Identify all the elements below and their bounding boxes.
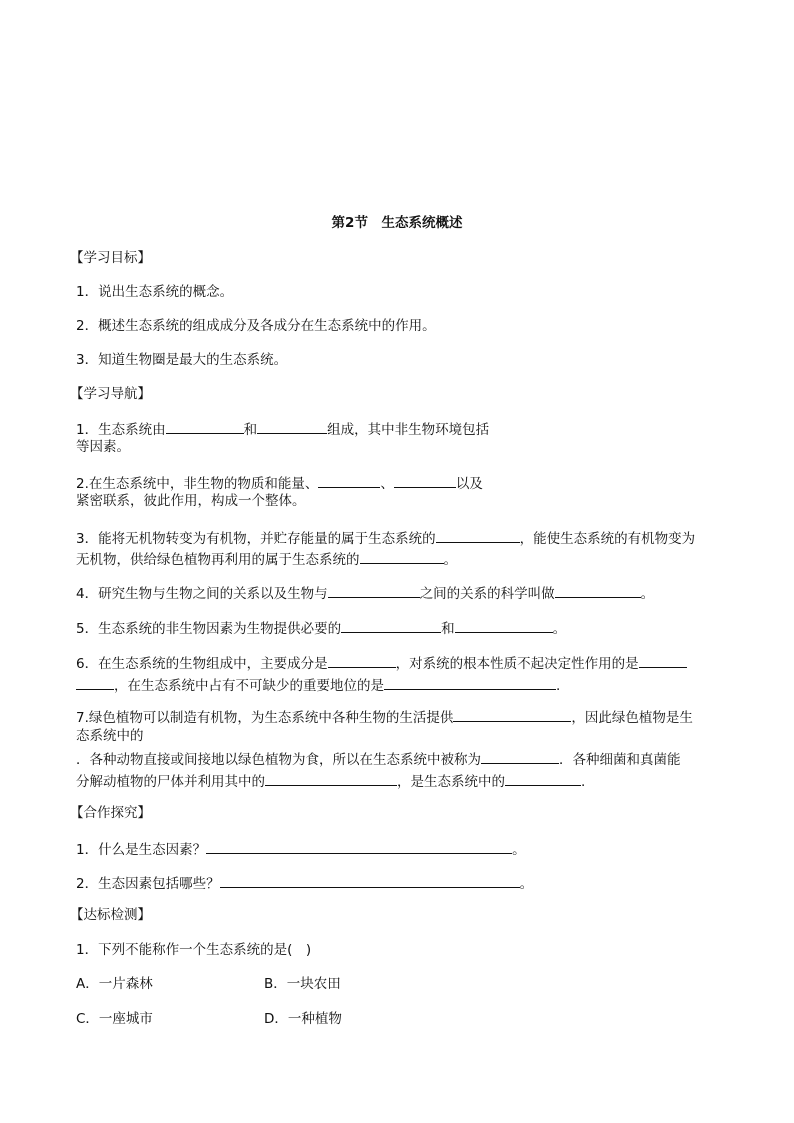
q7-text-h: . [581, 774, 586, 790]
guide-q3-cont [76, 549, 457, 569]
q7-text-d: ．各种动物直接或间接地以绿色植物为食，所以在生态系统中被称为 [76, 752, 481, 768]
blank[interactable] [257, 419, 327, 434]
blank[interactable] [206, 839, 512, 854]
guide-q5 [76, 618, 566, 638]
blank[interactable] [384, 675, 556, 690]
blank[interactable] [360, 549, 444, 564]
q6-text-a: 6．在生态系统的生物组成中，主要成分是 [76, 656, 328, 672]
blank[interactable] [481, 749, 559, 764]
blank[interactable] [220, 873, 520, 888]
guide-q3 [76, 528, 695, 548]
goal-1: 1．说出生态系统的概念。 [76, 284, 234, 300]
q3-text-d: 。 [443, 552, 457, 568]
option-d[interactable]: D．一种植物 [264, 1011, 342, 1027]
blank[interactable] [341, 618, 441, 633]
explore-q1-text: 1．什么是生态因素？ [76, 842, 207, 858]
guide-q1 [76, 419, 489, 439]
section-guide: 【学习导航】 [70, 386, 151, 402]
guide-q4 [76, 583, 654, 603]
q6-text-d: . [556, 678, 561, 694]
q2-text-b: 、 [380, 476, 394, 492]
blank[interactable] [265, 771, 397, 786]
section-test: 【达标检测】 [70, 907, 151, 923]
blank[interactable] [328, 653, 396, 668]
blank[interactable] [166, 419, 244, 434]
q5-text-a: 5．生态系统的非生物因素为生物提供必要的 [76, 621, 342, 637]
guide-q7-line2: 态系统中的 [76, 728, 144, 744]
q4-text-c: 。 [640, 586, 655, 602]
q2-text-a: 2.在生态系统中，非生物的物质和能量、 [76, 476, 319, 492]
q5-text-b: 和 [441, 621, 455, 637]
blank[interactable] [76, 675, 114, 690]
explore-q2-end: 。 [519, 876, 534, 892]
q1-text-a: 1．生态系统由 [76, 422, 166, 438]
explore-q2-text: 2．生态因素包括哪些？ [76, 876, 220, 892]
q5-text-c: 。 [552, 621, 567, 637]
guide-q7-line3 [76, 749, 681, 769]
page-title: 第2节 生态系统概述 [331, 215, 463, 231]
q3-text-a: 3．能将无机物转变为有机物，并贮存能量的属于生态系统的 [76, 531, 436, 547]
guide-q6-cont [76, 675, 560, 695]
q3-text-c: 无机物，供给绿色植物再利用的属于生态系统的 [76, 552, 360, 568]
blank[interactable] [455, 618, 553, 633]
q1-text-b: 和 [243, 422, 258, 438]
guide-q2-cont: 紧密联系，彼此作用，构成一个整体。 [76, 493, 306, 509]
guide-q2 [76, 473, 483, 493]
option-c[interactable]: C．一座城市 [76, 1011, 153, 1027]
section-goals: 【学习目标】 [70, 250, 151, 266]
blank[interactable] [453, 707, 571, 722]
q7-text-e: ．各种细菌和真菌能 [559, 752, 681, 768]
blank[interactable] [318, 473, 380, 488]
explore-q2 [76, 873, 533, 893]
q7-text-g: ，是生态系统中的 [397, 774, 505, 790]
q1-text-c: 组成，其中非生物环境包括 [327, 422, 490, 438]
guide-q6 [76, 653, 687, 673]
q7-text-f: 分解动植物的尸体并利用其中的 [76, 774, 265, 790]
goal-2: 2．概述生态系统的组成成分及各成分在生态系统中的作用。 [76, 318, 436, 334]
blank[interactable] [328, 583, 420, 598]
explore-q1-end: 。 [512, 842, 526, 858]
blank[interactable] [436, 528, 520, 543]
guide-q7-line4 [76, 771, 585, 791]
guide-q7 [76, 707, 693, 727]
q6-text-c: ，在生态系统中占有不可缺少的重要地位的是 [114, 678, 384, 694]
q7-text-b: ，因此绿色植物是生 [571, 710, 693, 726]
blank[interactable] [505, 771, 581, 786]
goal-3: 3．知道生物圈是最大的生态系统。 [76, 352, 288, 368]
q4-text-b: 之间的关系的科学叫做 [419, 586, 555, 602]
explore-q1 [76, 839, 526, 859]
option-a[interactable]: A．一片森林 [76, 976, 153, 992]
test-question: 1．下列不能称作一个生态系统的是( ) [76, 942, 312, 958]
q3-text-b: ，能使生态系统的有机物变为 [519, 531, 696, 547]
blank[interactable] [555, 583, 641, 598]
section-explore: 【合作探究】 [70, 805, 151, 821]
option-b[interactable]: B．一块农田 [264, 976, 341, 992]
q2-text-c: 以及 [455, 476, 483, 492]
q4-text-a: 4．研究生物与生物之间的关系以及生物与 [76, 586, 328, 602]
q6-text-b: ，对系统的根本性质不起决定性作用的是 [395, 656, 639, 672]
q7-text-a: 7.绿色植物可以制造有机物，为生态系统中各种生物的生活提供 [76, 710, 454, 726]
blank[interactable] [639, 653, 687, 668]
guide-q1-cont: 等因素。 [76, 439, 130, 455]
blank[interactable] [394, 473, 456, 488]
